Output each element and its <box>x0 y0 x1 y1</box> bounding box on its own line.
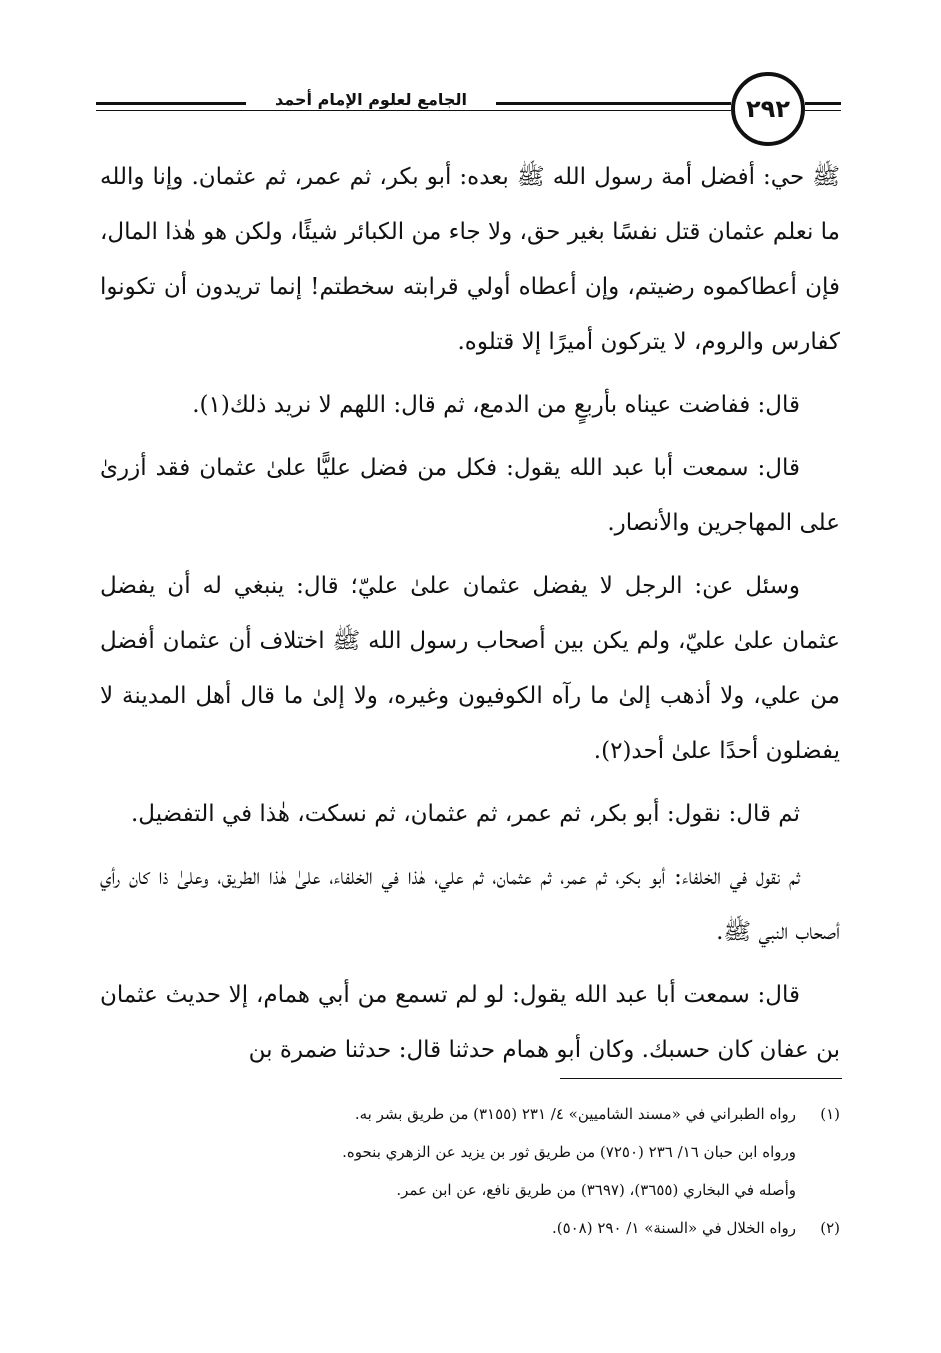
footnote-text: ورواه ابن حبان ١٦/ ٢٣٦ (٧٢٥٠) من طريق ثور بن يزيد عن الزهري بنحوه. <box>342 1143 796 1161</box>
footnote <box>100 1095 840 1133</box>
paragraph: قال: سمعت أبا عبد الله يقول: لو لم تسمع من أبي همام، إلا حديث عثمان بن عفان كان حسبك. وكان أبو همام حدثنا قال: حدثنا ضمرة بن <box>100 982 840 1063</box>
paragraph: قال: ففاضت عيناه بأربعٍ من الدمع، ثم قال: اللهم لا نريد ذلك(١). <box>192 392 800 418</box>
footnote-continuation <box>100 1171 840 1209</box>
footnote-continuation <box>100 1133 840 1171</box>
footnotes <box>100 1095 840 1247</box>
footnote-text: رواه الطبراني في «مسند الشاميين» ٤/ ٢٣١ (٣١٥٥) من طريق بشر به. <box>354 1105 796 1123</box>
footnote-number: (١) <box>820 1105 840 1123</box>
book-title: الجامع لعلوم الإمام أحمد <box>246 90 496 109</box>
paragraph: ثم نقول في الخلفاء: أبو بكر، ثم عمر، ثم عثمان، ثم علي، هٰذا في الخلفاء، علىٰ هٰذا الطريق، وعلىٰ ذا كان رأي أصحاب النبي ﷺ. <box>100 864 840 945</box>
footnote-text: رواه الخلال في «السنة» ١/ ٢٩٠ (٥٠٨). <box>551 1219 796 1237</box>
footnote <box>100 1209 840 1247</box>
footnote-separator <box>560 1078 842 1079</box>
header-rule-thin <box>96 110 731 111</box>
main-text <box>100 150 840 1086</box>
page-number-badge <box>731 72 805 146</box>
paragraph: ثم قال: نقول: أبو بكر، ثم عمر، ثم عثمان، ثم نسكت، هٰذا في التفضيل. <box>131 801 800 827</box>
header-rule-right-thin <box>805 110 841 111</box>
header-rule-right <box>805 102 841 105</box>
paragraph: ﷺ حي: أفضل أمة رسول الله ﷺ بعده: أبو بكر، ثم عمر، ثم عثمان. وإنا والله ما نعلم عثمان قتل نفسًا بغير حق، ولا جاء من الكبائر شيئًا، ولكن هو هٰذا المال، فإن أعطاكموه رضيتم، وإن أعطاه أولي قرابته سخطتم! إنما تريدون أن تكونوا كفارس والروم، لا يتركون أميرًا إلا قتلوه. <box>100 164 841 355</box>
footnote-text: وأصله في البخاري (٣٦٥٥)، (٣٦٩٧) من طريق نافع، عن ابن عمر. <box>396 1181 796 1199</box>
footnote-number: (٢) <box>820 1219 840 1237</box>
paragraph: وسئل عن: الرجل لا يفضل عثمان علىٰ عليّ؛ قال: ينبغي له أن يفضل عثمان علىٰ عليّ، ولم يكن بين أصحاب رسول الله ﷺ اختلاف أن عثمان أفضل من علي، ولا أذهب إلىٰ ما رآه الكوفيون وغيره، ولا إلىٰ ما قال أهل المدينة لا يفضلون أحدًا علىٰ أحد(٢). <box>100 573 840 764</box>
page-header <box>96 72 841 152</box>
paragraph: قال: سمعت أبا عبد الله يقول: فكل من فضل عليًّا علىٰ عثمان فقد أزرىٰ على المهاجرين والأنصار. <box>100 455 840 536</box>
page-number: ٢٩٢ <box>746 95 790 123</box>
